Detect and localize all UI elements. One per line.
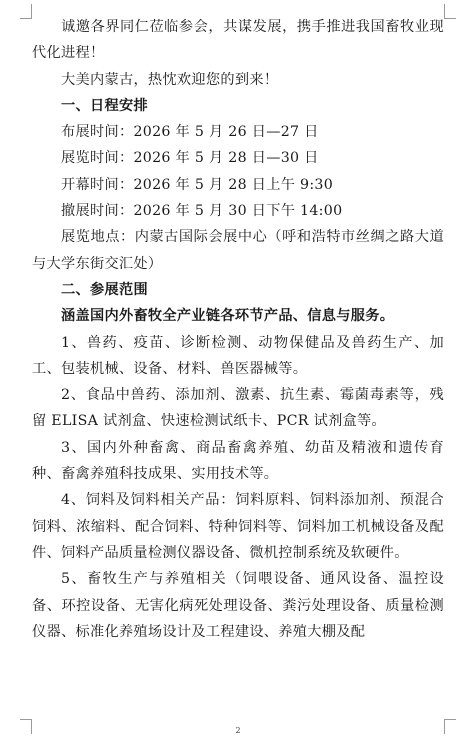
scope-summary: 涵盖国内外畜牧全产业链各环节产品、信息与服务。 — [61, 308, 395, 325]
scope-item-5: 5、畜牧生产与养殖相关（饲喂设备、通风设备、温控设备、环控设备、无害化病死处理设备、粪污处理设备、质量检测仪器、标准化养殖场设计及工程建设、养殖大棚及配 — [32, 571, 444, 640]
invitation-paragraph: 诚邀各界同仁莅临参会，共谋发展，携手推进我国畜牧业现代化进程！ — [32, 19, 444, 62]
scope-item-1: 1、兽药、疫苗、诊断检测、动物保健品及兽药生产、加工、包装机械、设备、材料、兽医器械等。 — [32, 334, 444, 377]
crop-mark-top-right — [444, 4, 456, 19]
page-number: 2 — [235, 726, 241, 735]
schedule-exhibition-time: 展览时间：2026 年 5 月 28 日—30 日 — [61, 150, 319, 167]
schedule-teardown-time: 撤展时间：2026 年 5 月 30 日下午 14:00 — [61, 203, 343, 220]
scope-item-3: 3、国内外种畜禽、商品畜禽养殖、幼苗及精液和遗传育种、畜禽养殖科技成果、实用技术等。 — [32, 439, 444, 483]
crop-mark-top-left — [20, 4, 32, 19]
scope-item-2: 2、食品中兽药、添加剂、激素、抗生素、霉菌毒素等，残留 ELISA 试剂盒、快速检测试纸卡、PCR 试剂盒等。 — [32, 387, 444, 430]
scope-item-4: 4、饲料及饲料相关产品：饲料原料、饲料添加剂、预混合饲料、浓缩料、配合饲料、特种饲料等、饲料加工机械设备及配件、饲料产品质量检测仪器设备、微机控制系统及软硬件。 — [32, 492, 444, 561]
document-body — [32, 14, 444, 645]
schedule-setup-time: 布展时间：2026 年 5 月 26 日—27 日 — [61, 124, 319, 141]
schedule-venue: 展览地点：内蒙古国际会展中心（呼和浩特市丝绸之路大道与大学东街交汇处） — [32, 229, 444, 272]
welcome-paragraph: 大美内蒙古，热忱欢迎您的到来！ — [61, 71, 279, 88]
schedule-opening-time: 开幕时间：2026 年 5 月 28 日上午 9:30 — [61, 176, 334, 193]
section-heading-schedule: 一、日程安排 — [61, 97, 148, 114]
section-heading-scope: 二、参展范围 — [61, 281, 148, 298]
